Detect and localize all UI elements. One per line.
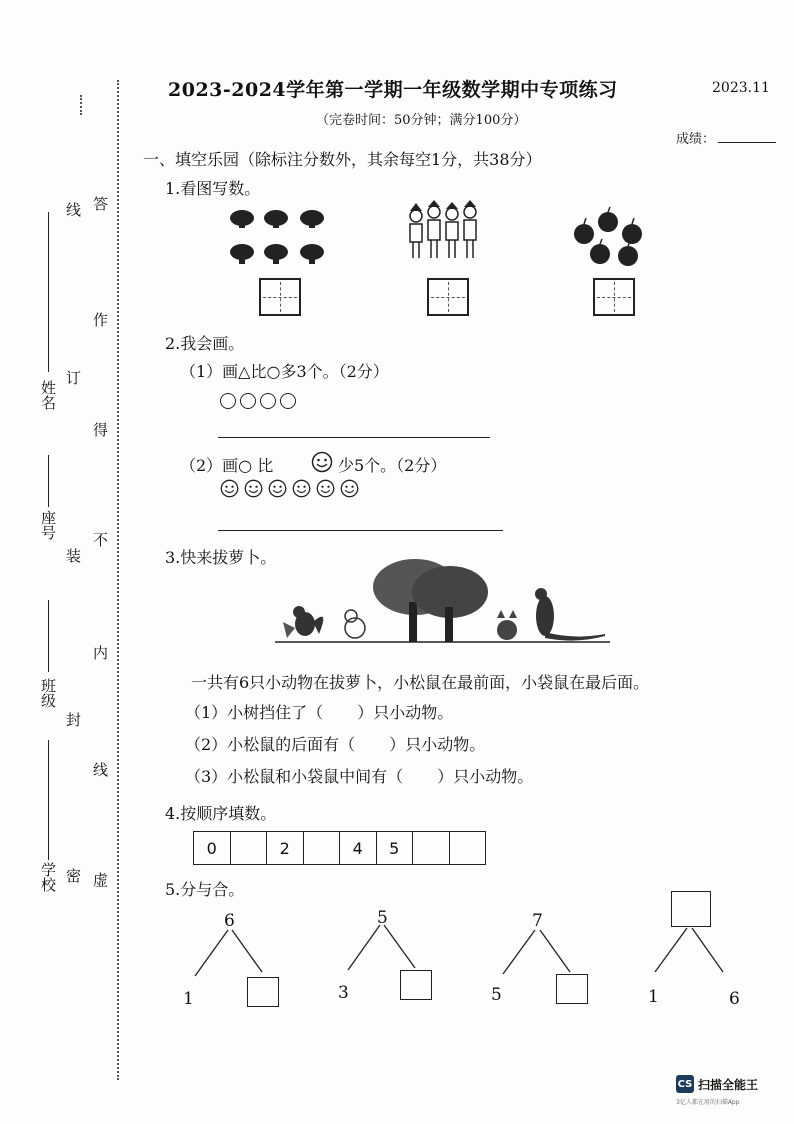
q3-description: 一共有6只小动物在拔萝卜，小松鼠在最前面，小袋鼠在最后面。 — [191, 673, 650, 692]
q2-part1: （1）画△比○多3个。（2分） — [180, 362, 389, 381]
bond4-answer-box[interactable] — [671, 891, 711, 927]
fox-icon — [497, 610, 517, 640]
scanner-tagline: 3亿人都在用的扫描App — [676, 1099, 740, 1106]
pulling-radish-image — [275, 552, 615, 652]
q4-label: 4.按顺序填数。 — [165, 804, 277, 823]
smiley-icon — [316, 479, 335, 498]
q2-circles — [220, 390, 300, 409]
q3-sub2 — [185, 732, 485, 755]
side-line-class — [48, 600, 49, 672]
q3-sub3-text-b: ）只小动物。 — [437, 767, 534, 786]
q3-sub2-text-a: （2）小松鼠的后面有（ — [185, 735, 356, 754]
carrot-icon — [283, 622, 295, 638]
q3-sub1-text-b: ）只小动物。 — [357, 703, 454, 722]
circle-icon — [240, 393, 256, 409]
mushroom-icon — [230, 244, 254, 264]
section-heading: 一、填空乐园（除标注分数外，其余每空1分，共38分） — [143, 150, 542, 169]
bond1-answer-box[interactable] — [247, 977, 279, 1007]
sequence-cell-blank[interactable] — [450, 832, 486, 864]
page-title: 2023-2024学年第一学期一年级数学期中专项练习 — [168, 79, 618, 101]
scanner-logo — [676, 1075, 758, 1093]
score-line — [718, 142, 776, 143]
bond1-top: 6 — [224, 911, 235, 931]
camscanner-icon: CS — [676, 1075, 694, 1093]
bond4-left: 1 — [648, 987, 659, 1007]
q3-sub1-text-a: （1）小树挡住了（ — [185, 703, 324, 722]
bond2-answer-box[interactable] — [400, 970, 432, 1000]
sequence-cell-blank[interactable] — [413, 832, 450, 864]
number-sequence — [193, 831, 486, 865]
seal-char-6: 不 — [91, 532, 109, 547]
answer-box-mushrooms[interactable] — [259, 278, 301, 316]
apple-icon — [598, 212, 618, 232]
answer-box-apples[interactable] — [593, 278, 635, 316]
circle-icon — [280, 393, 296, 409]
sequence-cell: 5 — [377, 832, 414, 864]
smiley-icon — [340, 479, 359, 498]
q5-label: 5.分与合。 — [165, 880, 245, 899]
q2-label: 2.我会画。 — [165, 334, 245, 353]
scanner-name: 扫描全能王 — [698, 1077, 759, 1092]
mushrooms-image — [224, 206, 334, 276]
kangaroo-icon — [535, 588, 605, 641]
seal-char-10: 线 — [91, 762, 109, 777]
side-label-seat: 座号 — [39, 510, 57, 540]
apple-icon — [574, 224, 594, 244]
side-line-school — [48, 740, 49, 860]
sequence-cell: 4 — [340, 832, 377, 864]
side-line-name — [48, 212, 49, 372]
squirrel-icon — [293, 606, 323, 636]
mushroom-icon — [300, 244, 324, 264]
exam-date: 2023.11 — [712, 80, 770, 96]
mushroom-icon — [230, 210, 254, 228]
mushroom-icon — [264, 244, 288, 264]
bond1-left: 1 — [183, 989, 194, 1009]
apple-icon — [590, 244, 610, 264]
number-bond-lines — [170, 920, 770, 1030]
score-label: 成绩： — [676, 132, 716, 147]
side-line-seat — [48, 455, 49, 507]
q1-label: 1.看图写数。 — [165, 179, 261, 198]
q3-sub1 — [185, 700, 453, 723]
circle-icon — [260, 393, 276, 409]
sequence-cell: 2 — [267, 832, 304, 864]
exam-subtitle: （完卷时间：50分钟；满分100分） — [316, 113, 527, 128]
side-label-school: 学校 — [39, 862, 57, 892]
apple-icon — [622, 224, 642, 244]
bond3-left: 5 — [491, 985, 502, 1005]
sequence-cell: 0 — [194, 832, 231, 864]
bond2-top: 5 — [377, 908, 388, 928]
seal-char-3: 作 — [91, 312, 109, 327]
bond4-right: 6 — [729, 989, 740, 1009]
q2-part2-a: （2）画○ 比 — [180, 456, 274, 475]
q3-sub3 — [185, 764, 533, 787]
bond3-top: 7 — [532, 911, 543, 931]
side-label-name: 姓名 — [39, 380, 57, 410]
q3-sub2-text-b: ）只小动物。 — [389, 735, 486, 754]
smiley-icon — [220, 479, 239, 498]
smiley-icon — [268, 479, 287, 498]
seal-char-9: 封 — [64, 712, 82, 727]
smiley-icon — [292, 479, 311, 498]
answer-box-children[interactable] — [427, 278, 469, 316]
binding-dotted-line-2 — [80, 95, 82, 115]
children-image — [404, 198, 486, 268]
seal-char-1: 线 — [64, 202, 82, 217]
seal-char-8: 内 — [91, 645, 109, 660]
side-label-class: 班级 — [39, 678, 57, 708]
circle-icon — [220, 393, 236, 409]
bond3-answer-box[interactable] — [556, 974, 588, 1004]
seal-char-2: 答 — [91, 196, 109, 211]
q2-answer-line-1[interactable] — [218, 437, 490, 438]
seal-char-4: 订 — [64, 370, 82, 385]
sequence-cell-blank[interactable] — [304, 832, 341, 864]
q2-part2-b: 少5个。（2分） — [338, 456, 447, 475]
q2-answer-line-2[interactable] — [218, 530, 503, 531]
apples-image — [570, 206, 650, 268]
mushroom-icon — [300, 210, 324, 228]
seal-char-7: 装 — [64, 548, 82, 563]
smiley-icon — [311, 451, 333, 473]
seal-char-5: 得 — [91, 422, 109, 437]
seal-char-11: 密 — [64, 868, 82, 883]
dog-icon — [345, 610, 365, 638]
bond2-left: 3 — [338, 983, 349, 1003]
q3-sub3-text-a: （3）小松鼠和小袋鼠中间有（ — [185, 767, 404, 786]
tree-icon — [412, 566, 488, 642]
binding-dotted-line — [117, 80, 119, 1080]
smiley-icon — [244, 479, 263, 498]
sequence-cell-blank[interactable] — [231, 832, 268, 864]
seal-char-12: 虚 — [91, 872, 109, 887]
q3-label: 3.快来拔萝卜。 — [165, 548, 277, 567]
mushroom-icon — [264, 210, 288, 228]
q2-smileys — [220, 478, 364, 498]
apple-icon — [618, 246, 638, 266]
